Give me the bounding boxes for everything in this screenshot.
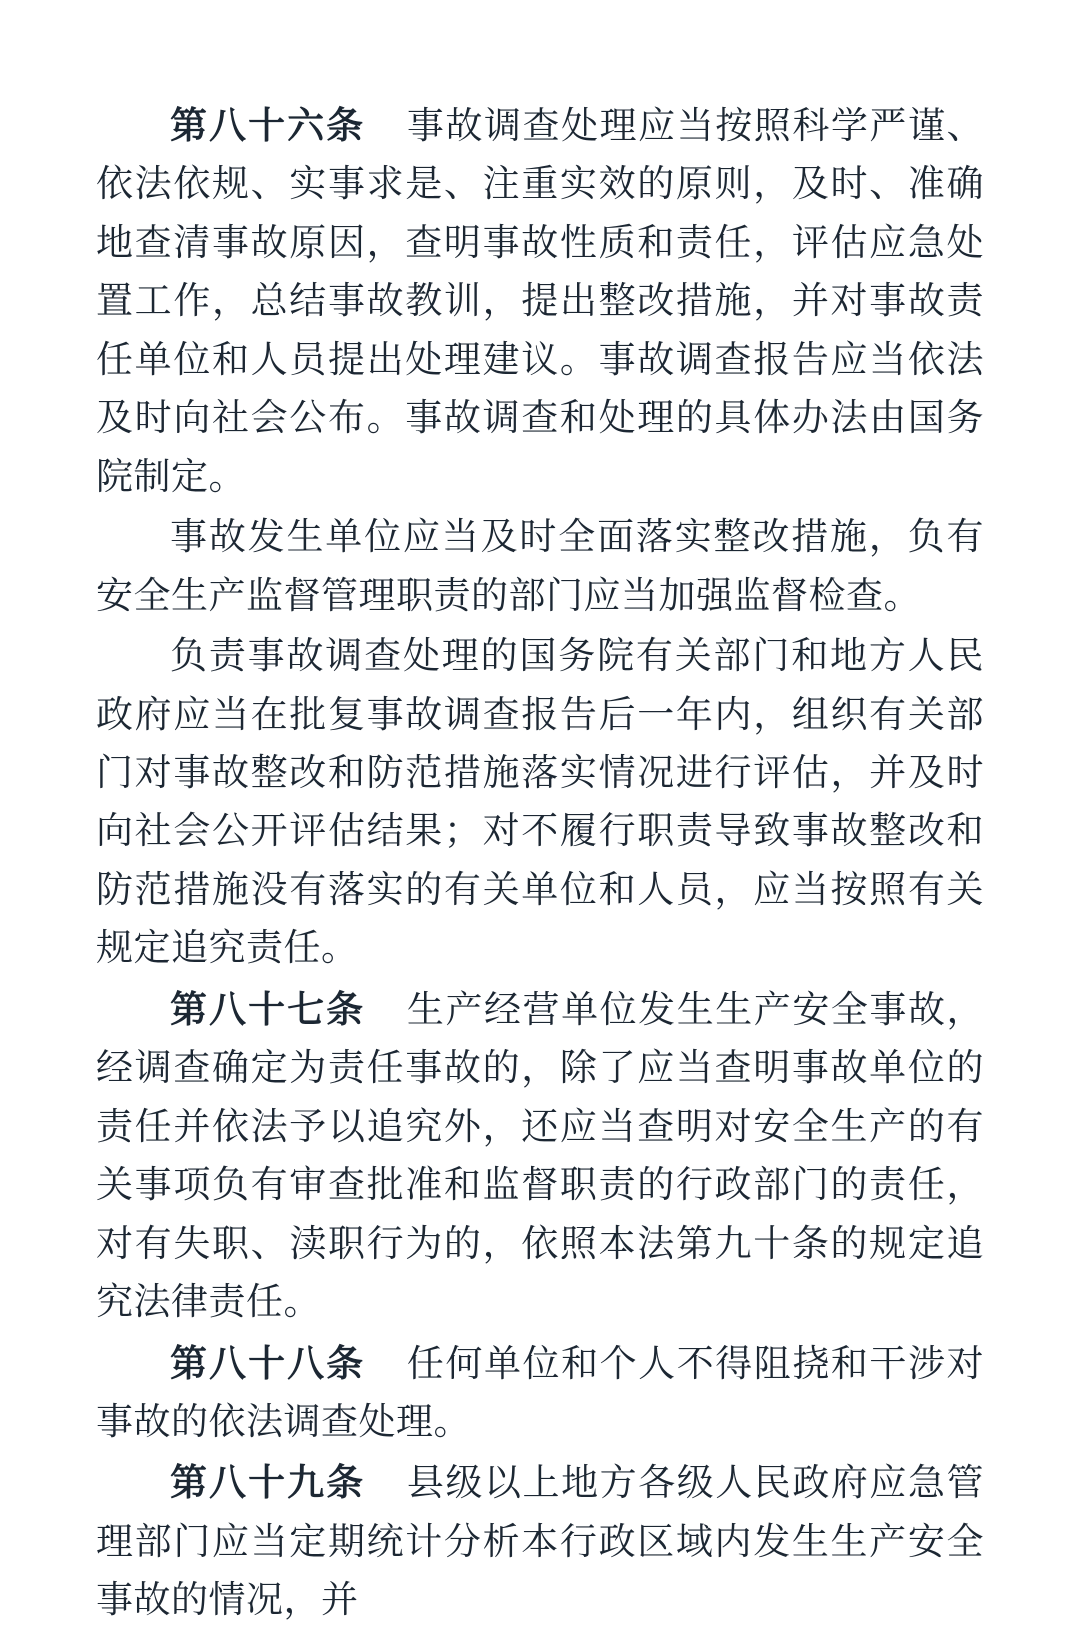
document-body [96,96,984,1630]
paragraph-article-89 [96,1453,984,1629]
article-number-87: 第八十七条 [170,986,366,1031]
paragraph-article-86-2 [96,508,984,625]
paragraph-text: 事故发生单位应当及时全面落实整改措施，负有安全生产监督管理职责的部门应当加强监督检查。 [96,515,984,617]
paragraph-text: 县级以上地方各级人民政府应急管理部门应当定期统计分析本行政区域内发生生产安全事故的情况，并 [96,1461,984,1622]
article-number-88: 第八十八条 [170,1340,366,1385]
paragraph-text: 生产经营单位发生生产安全事故，经调查确定为责任事故的，除了应当查明事故单位的责任并依法予以追究外，还应当查明对安全生产的有关事项负有审查批准和监督职责的行政部门的责任，对有失职、渎职行为的，依照本法第九十条的规定追究法律责任。 [96,987,984,1324]
paragraph-article-87 [96,980,984,1332]
paragraph-text: 负责事故调查处理的国务院有关部门和地方人民政府应当在批复事故调查报告后一年内，组织有关部门对事故整改和防范措施落实情况进行评估，并及时向社会公开评估结果；对不履行职责导致事故整改和防范措施没有落实的有关单位和人员，应当按照有关规定追究责任。 [96,634,984,970]
paragraph-article-86 [96,96,984,506]
paragraph-text: 事故调查处理应当按照科学严谨、依法依规、实事求是、注重实效的原则，及时、准确地查清事故原因，查明事故性质和责任，评估应急处置工作，总结事故教训，提出整改措施，并对事故责任单位和人员提出处理建议。事故调查报告应当依法及时向社会公布。事故调查和处理的具体办法由国务院制定。 [96,104,984,498]
article-number-89: 第八十九条 [170,1460,366,1505]
paragraph-text: 任何单位和个人不得阻挠和干涉对事故的依法调查处理。 [96,1341,984,1443]
paragraph-article-86-3 [96,627,984,978]
article-number-86: 第八十六条 [170,103,366,147]
paragraph-article-88 [96,1334,984,1452]
